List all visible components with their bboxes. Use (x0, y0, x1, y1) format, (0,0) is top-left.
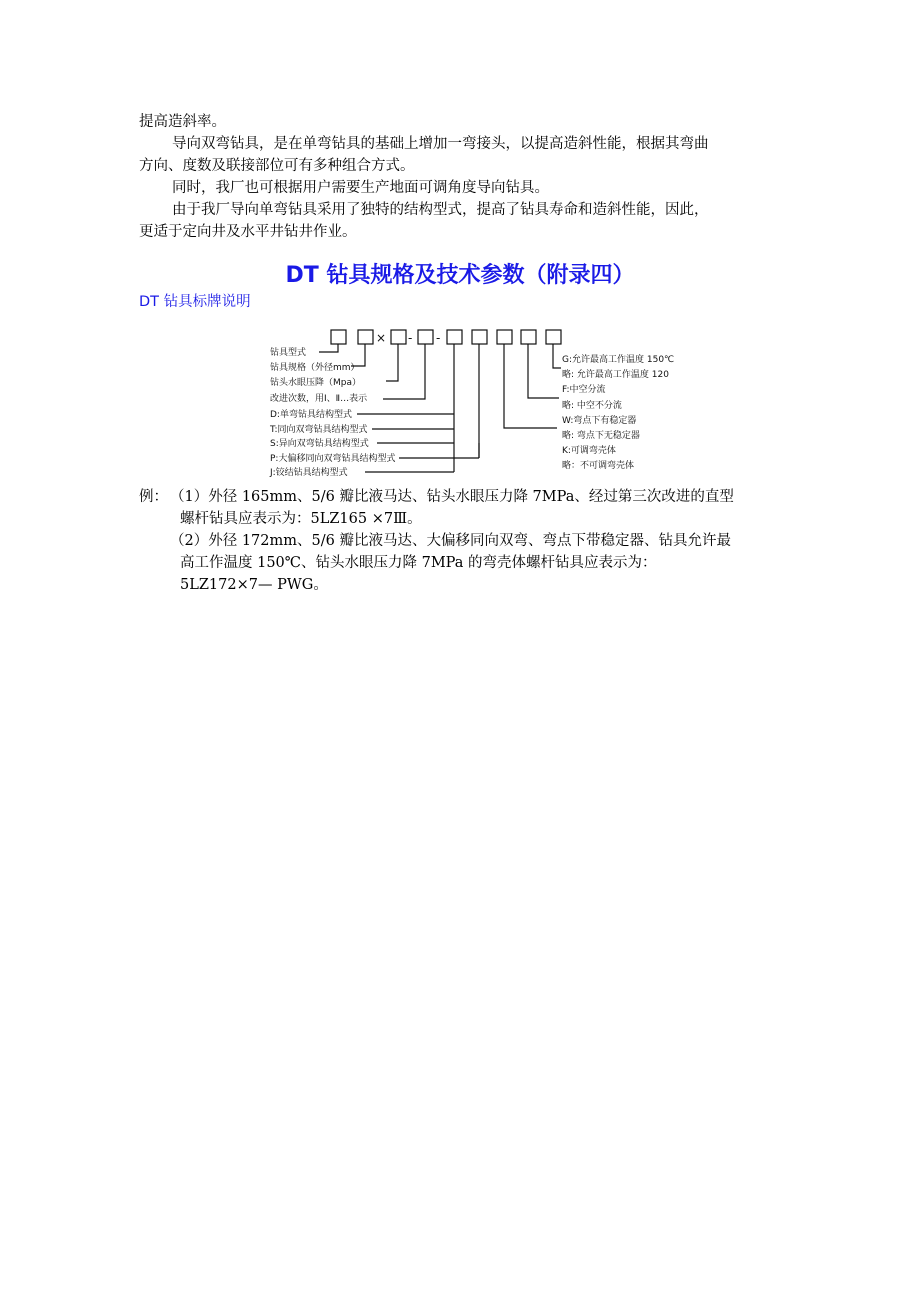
left-label-6: T:同向双弯钻具结构型式 (270, 425, 368, 435)
dash-1: - (408, 331, 413, 345)
left-label-4: 改进次数，用Ⅰ、Ⅱ…表示 (270, 394, 368, 404)
example-1-line-1: （1）外径 165mm、5/6 瓣比液马达、钻头水眼压力降 7MPa、经过第三次改进的直型 (170, 489, 734, 505)
paragraph-2-line-2: 方向、度数及联接部位可有多种组合方式。 (139, 158, 415, 174)
dash-2: - (436, 331, 441, 345)
times-sign: × (376, 331, 387, 345)
left-label-7: S:异向双弯钻具结构型式 (270, 439, 369, 449)
section-subtitle: DT 钻具标牌说明 (139, 294, 251, 310)
paragraph-3: 同时，我厂也可根据用户需要生产地面可调角度导向钻具。 (172, 180, 549, 196)
code-box-4 (418, 330, 433, 344)
paragraph-1: 提高造斜率。 (139, 114, 226, 130)
code-box-1 (331, 330, 346, 344)
example-prefix: 例： (139, 489, 168, 505)
code-box-7 (497, 330, 512, 344)
code-box-9 (546, 330, 561, 344)
right-label-1: G:允许最高工作温度 150℃ (562, 355, 675, 365)
example-2-line-1: （2）外径 172mm、5/6 瓣比液马达、大偏移同向双弯、弯点下带稳定器、钻具允许最 (170, 533, 731, 549)
paragraph-4-line-2: 更适于定向井及水平井钻井作业。 (139, 224, 357, 240)
right-label-7: K:可调弯壳体 (562, 446, 616, 456)
tool-label-diagram (265, 322, 720, 482)
left-label-8: P:大偏移同向双弯钻具结构型式 (270, 454, 396, 464)
right-label-8: 略：不可调弯壳体 (562, 461, 635, 471)
right-label-2: 略: 允许最高工作温度 120 (562, 370, 669, 380)
code-box-3 (391, 330, 406, 344)
right-label-3: F:中空分流 (562, 385, 606, 395)
paragraph-4-line-1: 由于我厂导向单弯钻具采用了独特的结构型式，提高了钻具寿命和造斜性能，因此， (172, 202, 709, 218)
section-title: DT 钻具规格及技术参数（附录四） (285, 263, 635, 288)
code-box-5 (447, 330, 462, 344)
left-label-1: 钻具型式 (270, 348, 307, 358)
left-label-5: D:单弯钻具结构型式 (270, 410, 352, 420)
right-label-4: 略: 中空不分流 (562, 401, 622, 411)
left-label-3: 钻头水眼压降（Mpa） (270, 378, 361, 388)
example-1-line-2: 螺杆钻具应表示为：5LZ165 ×7Ⅲ。 (180, 511, 422, 527)
code-box-8 (521, 330, 536, 344)
left-label-9: J:铰结钻具结构型式 (270, 468, 348, 478)
right-label-6: 略: 弯点下无稳定器 (562, 431, 640, 441)
right-label-5: W:弯点下有稳定器 (562, 416, 637, 426)
code-box-6 (472, 330, 487, 344)
left-label-2: 钻具规格（外径mm） (270, 363, 360, 373)
example-2-line-2: 高工作温度 150℃、钻头水眼压力降 7MPa 的弯壳体螺杆钻具应表示为： (180, 555, 657, 571)
paragraph-2-line-1: 导向双弯钻具，是在单弯钻具的基础上增加一弯接头，以提高造斜性能，根据其弯曲 (172, 136, 709, 152)
code-box-2 (358, 330, 373, 344)
example-2-line-3: 5LZ172×7— PWG。 (180, 577, 328, 593)
